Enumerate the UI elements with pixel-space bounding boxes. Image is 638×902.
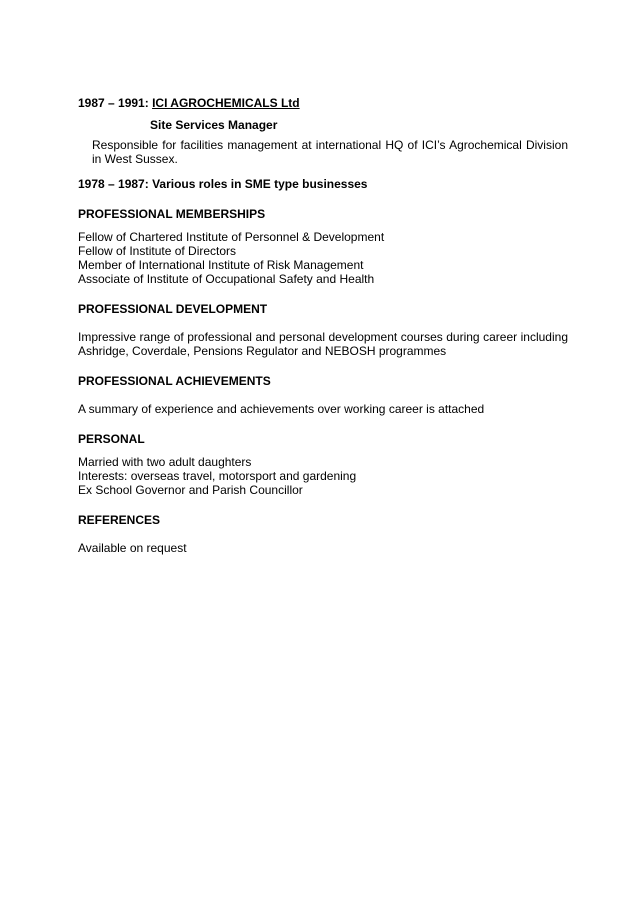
cv-page (78, 96, 568, 555)
list-item: Fellow of Institute of Directors (78, 244, 237, 258)
references-text: Available on request (78, 541, 187, 555)
company-name: ICI AGROCHEMICALS Ltd (152, 96, 300, 110)
job-title: Site Services Manager (150, 118, 278, 132)
personal-list (78, 455, 568, 497)
section-memberships (78, 207, 568, 286)
job-entry-sme: 1978 – 1987: Various roles in SME type businesses (78, 177, 368, 191)
list-item: Married with two adult daughters (78, 455, 252, 469)
section-heading: PROFESSIONAL MEMBERSHIPS (78, 207, 266, 221)
job-header (78, 96, 568, 110)
achievements-text: A summary of experience and achievements over working career is attached (78, 402, 485, 416)
section-heading: REFERENCES (78, 513, 161, 527)
section-heading: PROFESSIONAL DEVELOPMENT (78, 302, 268, 316)
section-references (78, 513, 568, 555)
list-item: Associate of Institute of Occupational Safety and Health (78, 272, 375, 286)
section-heading: PROFESSIONAL ACHIEVEMENTS (78, 374, 271, 388)
list-item: Member of International Institute of Risk Management (78, 258, 364, 272)
section-heading: PERSONAL (78, 432, 145, 446)
list-item: Interests: overseas travel, motorsport and gardening (78, 469, 357, 483)
job-entry-ici (78, 96, 568, 166)
job-description: Responsible for facilities management at international HQ of ICI’s Agrochemical Division in West Sussex. (92, 138, 568, 166)
section-development (78, 302, 568, 358)
list-item: Fellow of Chartered Institute of Personnel & Development (78, 230, 385, 244)
section-achievements (78, 374, 568, 416)
job-dates: 1987 – 1991: (78, 96, 153, 110)
memberships-list (78, 230, 568, 286)
section-personal (78, 432, 568, 497)
list-item: Ex School Governor and Parish Councillor (78, 483, 303, 497)
development-text: Impressive range of professional and personal development courses during career including Ashridge, Coverdale, Pensions Regulator and NEBOSH programmes (78, 330, 568, 358)
